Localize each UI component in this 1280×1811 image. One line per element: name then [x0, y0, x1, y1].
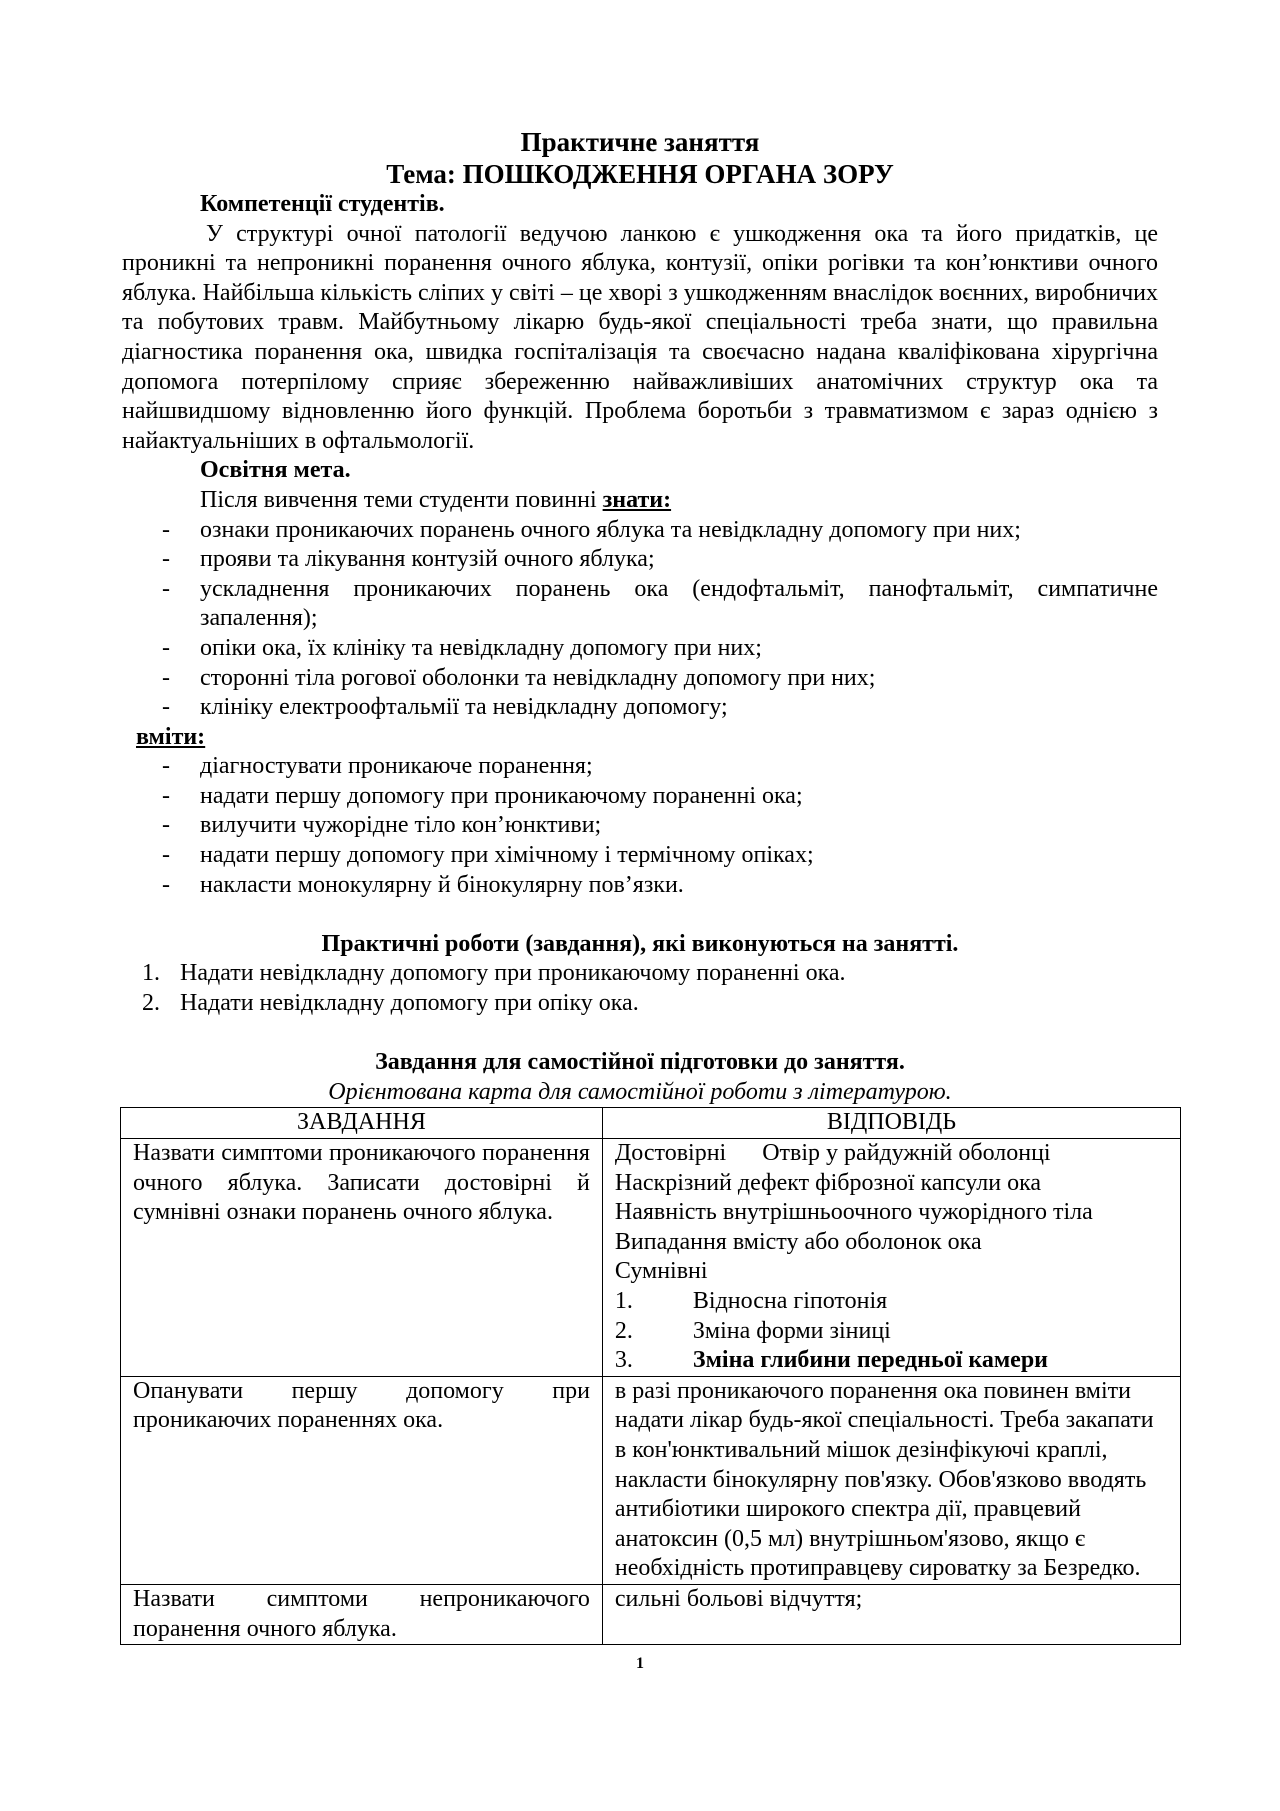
practical-list: [122, 959, 1158, 1018]
list-item: Наскрізний дефект фіброзної капсули ока: [614, 1169, 1042, 1196]
list-item: - ускладнення проникаючих поранень ока (ендофтальміт, панофтальміт, симпатичне запалення);: [162, 575, 1158, 632]
list-item: 3. Зміна глибини передньої камери: [614, 1347, 1049, 1374]
table-row: [121, 1584, 1181, 1644]
competencies-paragraph: У структурі очної патології ведучою ланкою є ушкодження ока та його придатків, це проникні та непроникні поранення очного яблука, контузії, опіки рогівки та кон’юнктиви очного яблука. Найбільша кількість сліпих у світі – це хворі з ушкодженням внаслідок воєнних, виробничих та побутових травм. Майбутньому лікарю будь-якої спеціальності треба знати, що правильна діагностика поранення ока, швидка госпіталізація та своєчасно надана кваліфікована хірургічна допомога потерпілому сприяє збереженню найважливіших анатомічних структур ока та найшвидшому відновленню його функцій. Проблема боротьби з травматизмом є зараз однією з найактуальніших в офтальмології.: [122, 220, 1158, 454]
table-header-answer: ВІДПОВІДЬ: [602, 1108, 1180, 1139]
skills-list: [122, 752, 1158, 900]
document-title: Практичне заняття: [520, 127, 760, 157]
self-study-heading: Завдання для самостійної підготовки до заняття.: [375, 1049, 905, 1076]
document-content: [122, 126, 1158, 1645]
table-cell-task: Назвати симптоми проникаючого поранення очного яблука. Записати достовірні й сумнівні ознаки поранень очного яблука.: [121, 1139, 603, 1377]
list-item: 2. Зміна форми зіниці: [614, 1317, 891, 1344]
know-intro: Після вивчення теми студенти повинні: [200, 486, 603, 513]
list-item: - опіки ока, їх клініку та невідкладну допомогу при них;: [162, 634, 762, 661]
list-item: - накласти монокулярну й бінокулярну пов’язки.: [162, 871, 684, 898]
table-cell-task: Назвати симптоми непроникаючого поранення очного яблука.: [121, 1584, 603, 1644]
table-row: [121, 1376, 1181, 1584]
skills-label: вміти:: [136, 723, 206, 750]
list-item: 1. Надати невідкладну допомогу при проникаючому пораненні ока.: [142, 960, 846, 987]
practical-heading: Практичні роботи (завдання), які виконуються на занятті.: [321, 930, 959, 957]
table-cell-answer: в разі проникаючого поранення ока повинен вміти надати лікар будь-якої спеціальності. Треба закапати в кон'юнктивальний мішок дезінфікуючі краплі, накласти бінокулярну пов'язку. Обов'язково вводять антибіотики широкого спектра дії, правцевий анатоксин (0,5 мл) внутрішньом'язово, якщо є необхідність протиправцеву сироватку за Безредко.: [602, 1376, 1180, 1584]
list-item: - діагностувати проникаюче поранення;: [162, 753, 593, 780]
table-header-row: [121, 1108, 1181, 1139]
list-item: Наявність внутрішньоочного чужорідного тіла: [614, 1199, 1093, 1226]
list-item: - ознаки проникаючих поранень очного яблука та невідкладну допомогу при них;: [162, 516, 1021, 543]
list-item: Випадання вмісту або оболонок ока: [614, 1228, 982, 1255]
know-list: [122, 516, 1158, 723]
tasks-table: [120, 1107, 1181, 1645]
list-item: - прояви та лікування контузій очного яблука;: [162, 546, 655, 573]
self-study-subheading: Орієнтована карта для самостійної роботи з літературою.: [328, 1078, 952, 1105]
table-header-task: ЗАВДАННЯ: [121, 1108, 603, 1139]
reliable-first-line: Достовірні Отвір у райдужній оболонці: [614, 1140, 1051, 1166]
table-cell-task: Опанувати першу допомогу при проникаючих пораненнях ока.: [121, 1376, 603, 1584]
doubtful-list: [615, 1287, 1168, 1376]
list-item: - вилучити чужорідне тіло кон’юнктиви;: [162, 812, 602, 839]
topic-heading: Тема: ПОШКОДЖЕННЯ ОРГАНА ЗОРУ: [386, 159, 894, 189]
competencies-heading: Компетенції студентів.: [200, 191, 445, 217]
table-row: [121, 1139, 1181, 1377]
know-intro-line: [122, 486, 1158, 516]
doubtful-label: Сумнівні: [614, 1258, 708, 1285]
list-item: 2. Надати невідкладну допомогу при опіку ока.: [142, 990, 639, 1017]
list-item: - сторонні тіла рогової оболонки та невідкладну допомогу при них;: [162, 664, 876, 691]
list-item: - надати першу допомогу при проникаючому пораненні ока;: [162, 782, 803, 809]
goal-heading: Освітня мета.: [200, 457, 351, 484]
table-cell-answer: сильні больові відчуття;: [602, 1584, 1180, 1644]
page-number: 1: [636, 1655, 644, 1672]
list-item: 1. Відносна гіпотонія: [614, 1287, 888, 1314]
table-cell-answer: [602, 1139, 1180, 1377]
know-label: знати:: [602, 486, 672, 513]
list-item: - клініку електроофтальмії та невідкладну допомогу;: [162, 694, 728, 721]
list-item: - надати першу допомогу при хімічному і термічному опіках;: [162, 842, 814, 869]
